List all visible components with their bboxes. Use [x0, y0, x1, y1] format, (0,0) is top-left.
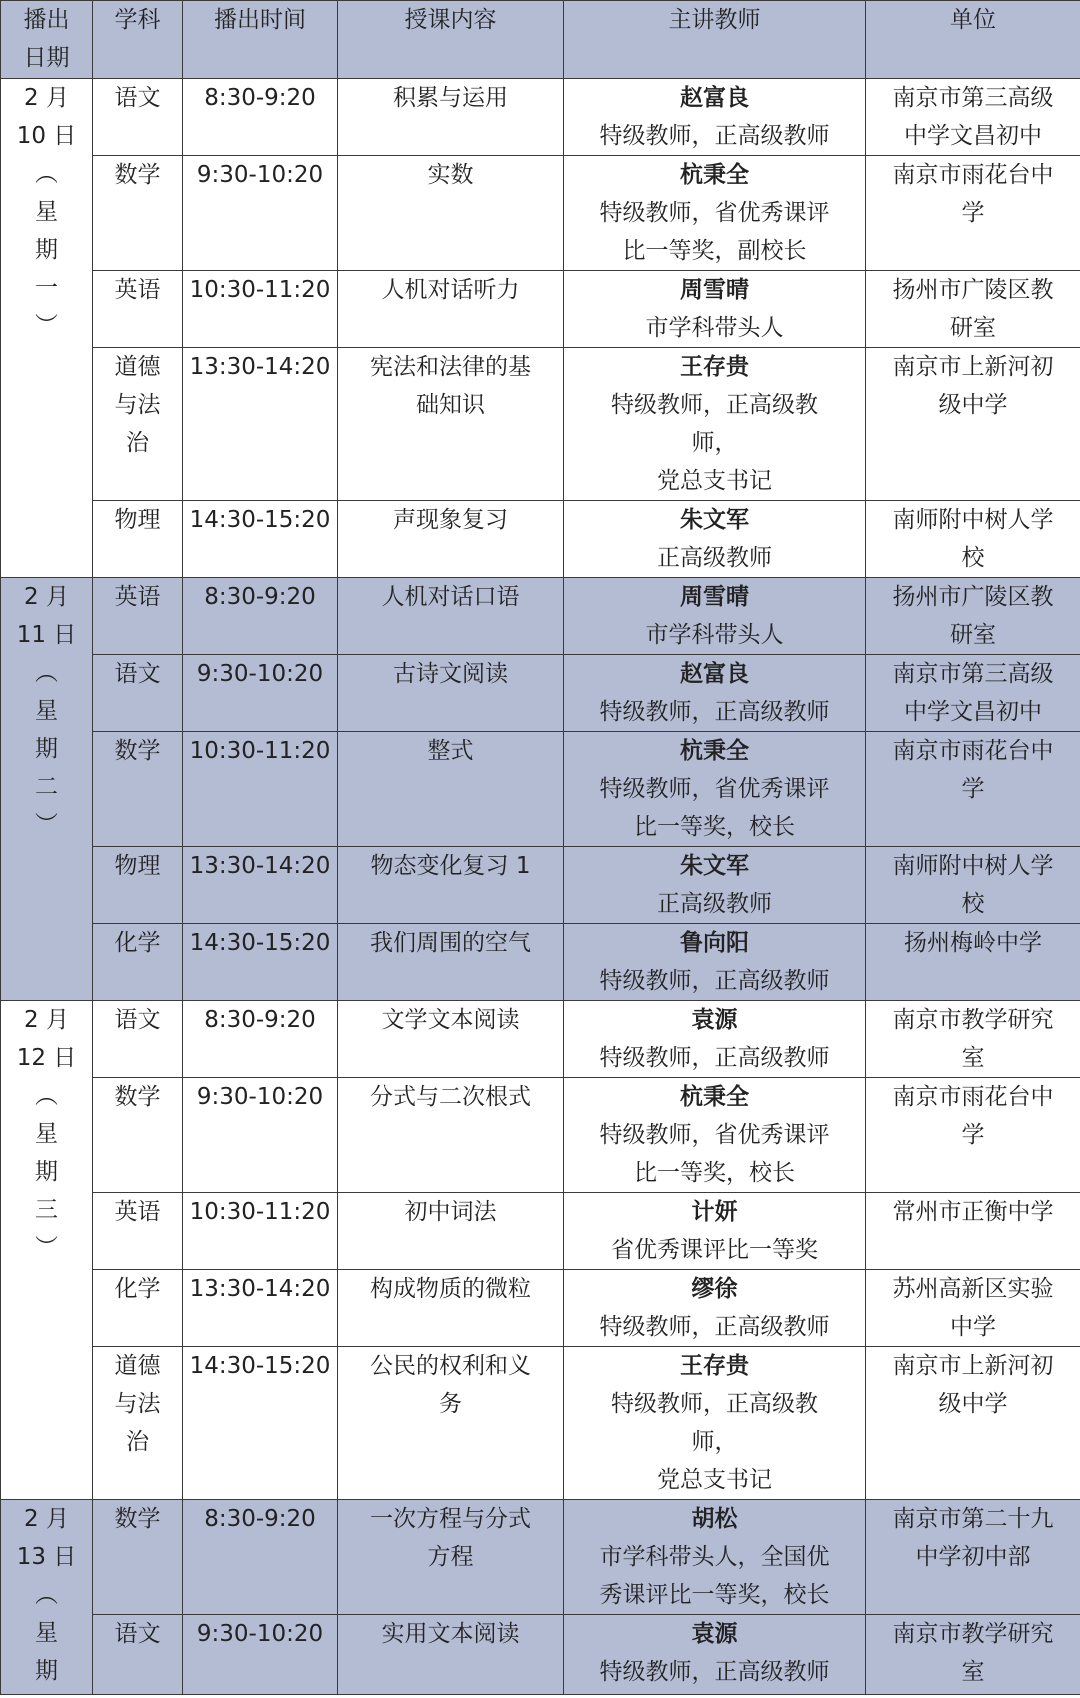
date-line: 三 — [35, 1197, 58, 1223]
content-line: 声现象复习 — [393, 507, 508, 533]
subject-line: 英语 — [114, 277, 161, 303]
content-cell — [338, 1270, 564, 1347]
teacher-title-line: 特级教师，正高级教师 — [599, 1659, 830, 1685]
content-line: 方程 — [427, 1544, 474, 1570]
date-line: ︶ — [35, 313, 58, 339]
header-date-line: 日期 — [23, 45, 70, 71]
content-line: 初中词法 — [404, 1199, 497, 1225]
teacher-cell — [564, 578, 866, 655]
table-row — [1, 1001, 1080, 1078]
content-cell — [338, 501, 564, 578]
header-unit: 单位 — [866, 1, 1080, 79]
content-line: 务 — [439, 1391, 462, 1417]
unit-line: 学 — [961, 776, 985, 802]
unit-line: 室 — [961, 1659, 985, 1685]
subject-cell — [93, 1193, 183, 1270]
unit-cell — [866, 1500, 1080, 1615]
time-cell: 13:30-14:20 — [183, 847, 338, 924]
unit-line: 南京市第三高级 — [892, 85, 1054, 111]
date-line: 星 — [35, 698, 58, 724]
teacher-title-line: 省优秀课评比一等奖 — [611, 1237, 818, 1263]
table-row — [1, 1615, 1080, 1695]
unit-line: 苏州高新区实验 — [892, 1276, 1054, 1302]
unit-line: 南京市教学研究 — [892, 1007, 1054, 1033]
teacher-name: 袁源 — [691, 1621, 738, 1647]
unit-line: 南京市上新河初 — [892, 1353, 1054, 1379]
date-line: 期 — [35, 1159, 58, 1185]
content-line: 宪法和法律的基 — [370, 354, 531, 380]
teacher-cell — [564, 1270, 866, 1347]
content-line: 构成物质的微粒 — [370, 1276, 531, 1302]
date-cell — [1, 1500, 93, 1695]
unit-line: 常州市正衡中学 — [892, 1199, 1054, 1225]
unit-cell — [866, 1193, 1080, 1270]
time-cell: 14:30-15:20 — [183, 1347, 338, 1500]
date-line: 星 — [35, 1620, 58, 1646]
subject-line: 语文 — [114, 661, 161, 687]
subject-cell — [93, 156, 183, 271]
date-line: 2 月 — [24, 1506, 69, 1532]
table-row — [1, 924, 1080, 1001]
subject-cell — [93, 1347, 183, 1500]
unit-line: 级中学 — [938, 392, 1008, 418]
content-line: 古诗文阅读 — [393, 661, 508, 687]
table-row — [1, 1270, 1080, 1347]
table-row — [1, 156, 1080, 271]
unit-line: 研室 — [950, 315, 996, 341]
content-cell — [338, 1078, 564, 1193]
time-cell: 14:30-15:20 — [183, 924, 338, 1001]
teacher-name: 赵富良 — [680, 85, 749, 111]
unit-cell — [866, 79, 1080, 156]
teacher-title-line: 特级教师，省优秀课评 — [599, 776, 830, 802]
time-cell: 14:30-15:20 — [183, 501, 338, 578]
teacher-name: 杭秉全 — [680, 1084, 749, 1110]
content-line: 分式与二次根式 — [370, 1084, 531, 1110]
content-line: 人机对话口语 — [381, 584, 520, 610]
unit-cell — [866, 156, 1080, 271]
unit-line: 级中学 — [938, 1391, 1008, 1417]
subject-cell — [93, 348, 183, 501]
subject-cell — [93, 655, 183, 732]
teacher-cell — [564, 1500, 866, 1615]
unit-cell — [866, 348, 1080, 501]
unit-line: 扬州梅岭中学 — [904, 930, 1042, 956]
date-line: 12 日 — [16, 1045, 77, 1071]
time-cell: 9:30-10:20 — [183, 156, 338, 271]
teacher-name: 朱文军 — [680, 853, 749, 879]
unit-cell — [866, 1615, 1080, 1695]
teacher-cell — [564, 847, 866, 924]
teacher-cell — [564, 655, 866, 732]
subject-cell — [93, 924, 183, 1001]
teacher-cell — [564, 1193, 866, 1270]
table-body — [1, 79, 1080, 1695]
subject-line: 治 — [126, 430, 149, 456]
teacher-title-line: 正高级教师 — [657, 545, 772, 571]
unit-line: 校 — [961, 891, 985, 917]
table-row — [1, 271, 1080, 348]
content-cell — [338, 271, 564, 348]
table-row — [1, 578, 1080, 655]
unit-line: 南京市第二十九 — [892, 1506, 1054, 1532]
date-line: ︶ — [35, 1235, 58, 1261]
unit-cell — [866, 924, 1080, 1001]
subject-line: 物理 — [114, 853, 161, 879]
teacher-cell — [564, 1615, 866, 1695]
time-cell: 9:30-10:20 — [183, 1078, 338, 1193]
table-row — [1, 501, 1080, 578]
unit-line: 南京市雨花台中 — [892, 738, 1054, 764]
content-line: 一次方程与分式 — [370, 1506, 531, 1532]
date-line: 星 — [35, 199, 58, 225]
content-line: 实数 — [427, 162, 474, 188]
table-row — [1, 847, 1080, 924]
teacher-name: 鲁向阳 — [680, 930, 749, 956]
teacher-cell — [564, 156, 866, 271]
unit-line: 南京市教学研究 — [892, 1621, 1054, 1647]
teacher-title-line: 市学科带头人 — [645, 622, 784, 648]
unit-line: 研室 — [950, 622, 996, 648]
teacher-title-line: 特级教师，省优秀课评 — [599, 1122, 830, 1148]
unit-cell — [866, 271, 1080, 348]
subject-line: 与法 — [114, 392, 161, 418]
subject-line: 化学 — [114, 930, 161, 956]
teacher-cell — [564, 924, 866, 1001]
unit-cell — [866, 501, 1080, 578]
teacher-title-line: 特级教师，正高级教 — [611, 392, 818, 418]
time-cell: 8:30-9:20 — [183, 1500, 338, 1615]
unit-line: 扬州市广陵区教 — [892, 584, 1054, 610]
date-line: 二 — [35, 774, 58, 800]
teacher-title-line: 特级教师，省优秀课评 — [599, 200, 830, 226]
unit-line: 中学 — [950, 1314, 996, 1340]
date-line: 期 — [35, 1658, 58, 1684]
teacher-name: 杭秉全 — [680, 162, 749, 188]
unit-line: 扬州市广陵区教 — [892, 277, 1054, 303]
time-cell: 8:30-9:20 — [183, 1001, 338, 1078]
content-cell — [338, 924, 564, 1001]
teacher-name: 王存贵 — [680, 1353, 749, 1379]
header-subject: 学科 — [93, 1, 183, 79]
content-cell — [338, 79, 564, 156]
content-cell — [338, 1347, 564, 1500]
table-row — [1, 348, 1080, 501]
subject-line: 治 — [126, 1429, 149, 1455]
unit-cell — [866, 1078, 1080, 1193]
table-row — [1, 1078, 1080, 1193]
content-line: 物态变化复习 1 — [370, 853, 531, 879]
teacher-name: 胡松 — [691, 1506, 738, 1532]
teacher-cell — [564, 1347, 866, 1500]
header-time: 播出时间 — [183, 1, 338, 79]
subject-cell — [93, 847, 183, 924]
date-line: 一 — [35, 275, 58, 301]
subject-line: 与法 — [114, 1391, 161, 1417]
date-line: 11 日 — [16, 622, 77, 648]
date-line: 2 月 — [24, 1007, 69, 1033]
teacher-cell — [564, 79, 866, 156]
unit-line: 中学初中部 — [915, 1544, 1031, 1570]
teacher-title-line: 师， — [691, 1429, 738, 1455]
content-line: 实用文本阅读 — [381, 1621, 520, 1647]
content-line: 积累与运用 — [393, 85, 508, 111]
date-line: ︵ — [35, 1582, 58, 1608]
content-line: 整式 — [427, 738, 474, 764]
table-row — [1, 1193, 1080, 1270]
header-date — [1, 1, 93, 79]
unit-line: 南京市第三高级 — [892, 661, 1054, 687]
subject-cell — [93, 578, 183, 655]
date-line: 13 日 — [16, 1544, 77, 1570]
unit-cell — [866, 847, 1080, 924]
date-line: ︶ — [35, 812, 58, 838]
unit-line: 南师附中树人学 — [892, 507, 1054, 533]
header-date-line: 播出 — [23, 7, 70, 33]
unit-cell — [866, 732, 1080, 847]
unit-cell — [866, 1347, 1080, 1500]
content-line: 公民的权利和义 — [370, 1353, 531, 1379]
teacher-cell — [564, 1001, 866, 1078]
content-cell — [338, 847, 564, 924]
table-row — [1, 1347, 1080, 1500]
teacher-title-line: 党总支书记 — [657, 1467, 772, 1493]
unit-line: 南师附中树人学 — [892, 853, 1054, 879]
subject-cell — [93, 1001, 183, 1078]
header-content: 授课内容 — [338, 1, 564, 79]
unit-line: 南京市上新河初 — [892, 354, 1054, 380]
subject-line: 语文 — [114, 1007, 161, 1033]
date-cell — [1, 578, 93, 1001]
subject-cell — [93, 732, 183, 847]
date-line: 10 日 — [16, 123, 77, 149]
unit-cell — [866, 655, 1080, 732]
teacher-name: 周雪晴 — [680, 277, 749, 303]
time-cell: 13:30-14:20 — [183, 348, 338, 501]
subject-cell — [93, 79, 183, 156]
subject-line: 道德 — [114, 1353, 161, 1379]
content-cell — [338, 1615, 564, 1695]
table-row — [1, 79, 1080, 156]
teacher-title-line: 正高级教师 — [657, 891, 772, 917]
subject-line: 数学 — [114, 738, 161, 764]
content-cell — [338, 156, 564, 271]
header-row — [1, 1, 1080, 79]
unit-line: 南京市雨花台中 — [892, 162, 1054, 188]
header-teacher: 主讲教师 — [564, 1, 866, 79]
time-cell: 8:30-9:20 — [183, 578, 338, 655]
content-line: 我们周围的空气 — [370, 930, 531, 956]
unit-line: 南京市雨花台中 — [892, 1084, 1054, 1110]
subject-line: 物理 — [114, 507, 161, 533]
table-row — [1, 1500, 1080, 1615]
teacher-title-line: 师， — [691, 430, 738, 456]
time-cell: 10:30-11:20 — [183, 732, 338, 847]
content-cell — [338, 732, 564, 847]
teacher-title-line: 特级教师，正高级教 — [611, 1391, 818, 1417]
teacher-cell — [564, 1078, 866, 1193]
time-cell: 9:30-10:20 — [183, 655, 338, 732]
unit-line: 中学文昌初中 — [904, 699, 1042, 725]
teacher-name: 杭秉全 — [680, 738, 749, 764]
subject-line: 数学 — [114, 1084, 161, 1110]
teacher-title-line: 比一等奖，副校长 — [622, 238, 807, 264]
subject-cell — [93, 501, 183, 578]
teacher-cell — [564, 348, 866, 501]
date-cell — [1, 1001, 93, 1500]
table-header — [1, 1, 1080, 79]
content-line: 础知识 — [416, 392, 485, 418]
content-cell — [338, 1001, 564, 1078]
teacher-title-line: 比一等奖，校长 — [634, 1160, 795, 1186]
teacher-name: 赵富良 — [680, 661, 749, 687]
subject-line: 英语 — [114, 1199, 161, 1225]
time-cell: 13:30-14:20 — [183, 1270, 338, 1347]
content-cell — [338, 578, 564, 655]
teacher-name: 缪徐 — [691, 1276, 738, 1302]
content-cell — [338, 348, 564, 501]
teacher-title-line: 特级教师，正高级教师 — [599, 123, 830, 149]
time-cell: 8:30-9:20 — [183, 79, 338, 156]
teacher-title-line: 比一等奖，校长 — [634, 814, 795, 840]
subject-line: 数学 — [114, 162, 161, 188]
teacher-title-line: 市学科带头人 — [645, 315, 784, 341]
teacher-title-line: 特级教师，正高级教师 — [599, 1045, 830, 1071]
unit-line: 学 — [961, 200, 985, 226]
unit-line: 校 — [961, 545, 985, 571]
teacher-name: 周雪晴 — [680, 584, 749, 610]
date-line: 期 — [35, 736, 58, 762]
unit-line: 中学文昌初中 — [904, 123, 1042, 149]
content-line: 人机对话听力 — [381, 277, 520, 303]
teacher-name: 王存贵 — [680, 354, 749, 380]
subject-line: 道德 — [114, 354, 161, 380]
subject-line: 语文 — [114, 1621, 161, 1647]
unit-cell — [866, 1270, 1080, 1347]
teacher-name: 计妍 — [691, 1199, 738, 1225]
time-cell: 9:30-10:20 — [183, 1615, 338, 1695]
content-line: 文学文本阅读 — [381, 1007, 520, 1033]
table-row — [1, 655, 1080, 732]
unit-line: 学 — [961, 1122, 985, 1148]
subject-line: 语文 — [114, 85, 161, 111]
date-line: 2 月 — [24, 584, 69, 610]
subject-line: 英语 — [114, 584, 161, 610]
teacher-cell — [564, 732, 866, 847]
date-line: 期 — [35, 237, 58, 263]
content-cell — [338, 655, 564, 732]
date-line: 2 月 — [24, 85, 69, 111]
content-cell — [338, 1193, 564, 1270]
unit-cell — [866, 1001, 1080, 1078]
teacher-title-line: 党总支书记 — [657, 468, 772, 494]
subject-cell — [93, 1270, 183, 1347]
subject-line: 化学 — [114, 1276, 161, 1302]
date-line: ︵ — [35, 161, 58, 187]
content-cell — [338, 1500, 564, 1615]
date-cell — [1, 79, 93, 578]
teacher-cell — [564, 271, 866, 348]
subject-line: 数学 — [114, 1506, 161, 1532]
teacher-name: 袁源 — [691, 1007, 738, 1033]
subject-cell — [93, 271, 183, 348]
time-cell: 10:30-11:20 — [183, 271, 338, 348]
teacher-cell — [564, 501, 866, 578]
teacher-name: 朱文军 — [680, 507, 749, 533]
subject-cell — [93, 1078, 183, 1193]
teacher-title-line: 特级教师，正高级教师 — [599, 1314, 830, 1340]
date-line: ︵ — [35, 1083, 58, 1109]
teacher-title-line: 特级教师，正高级教师 — [599, 968, 830, 994]
subject-cell — [93, 1615, 183, 1695]
unit-line: 室 — [961, 1045, 985, 1071]
date-line: ︵ — [35, 660, 58, 686]
table-row — [1, 732, 1080, 847]
teacher-title-line: 特级教师，正高级教师 — [599, 699, 830, 725]
teacher-title-line: 秀课评比一等奖，校长 — [599, 1582, 830, 1608]
unit-cell — [866, 578, 1080, 655]
subject-cell — [93, 1500, 183, 1615]
date-line: 星 — [35, 1121, 58, 1147]
teacher-title-line: 市学科带头人，全国优 — [599, 1544, 830, 1570]
time-cell: 10:30-11:20 — [183, 1193, 338, 1270]
